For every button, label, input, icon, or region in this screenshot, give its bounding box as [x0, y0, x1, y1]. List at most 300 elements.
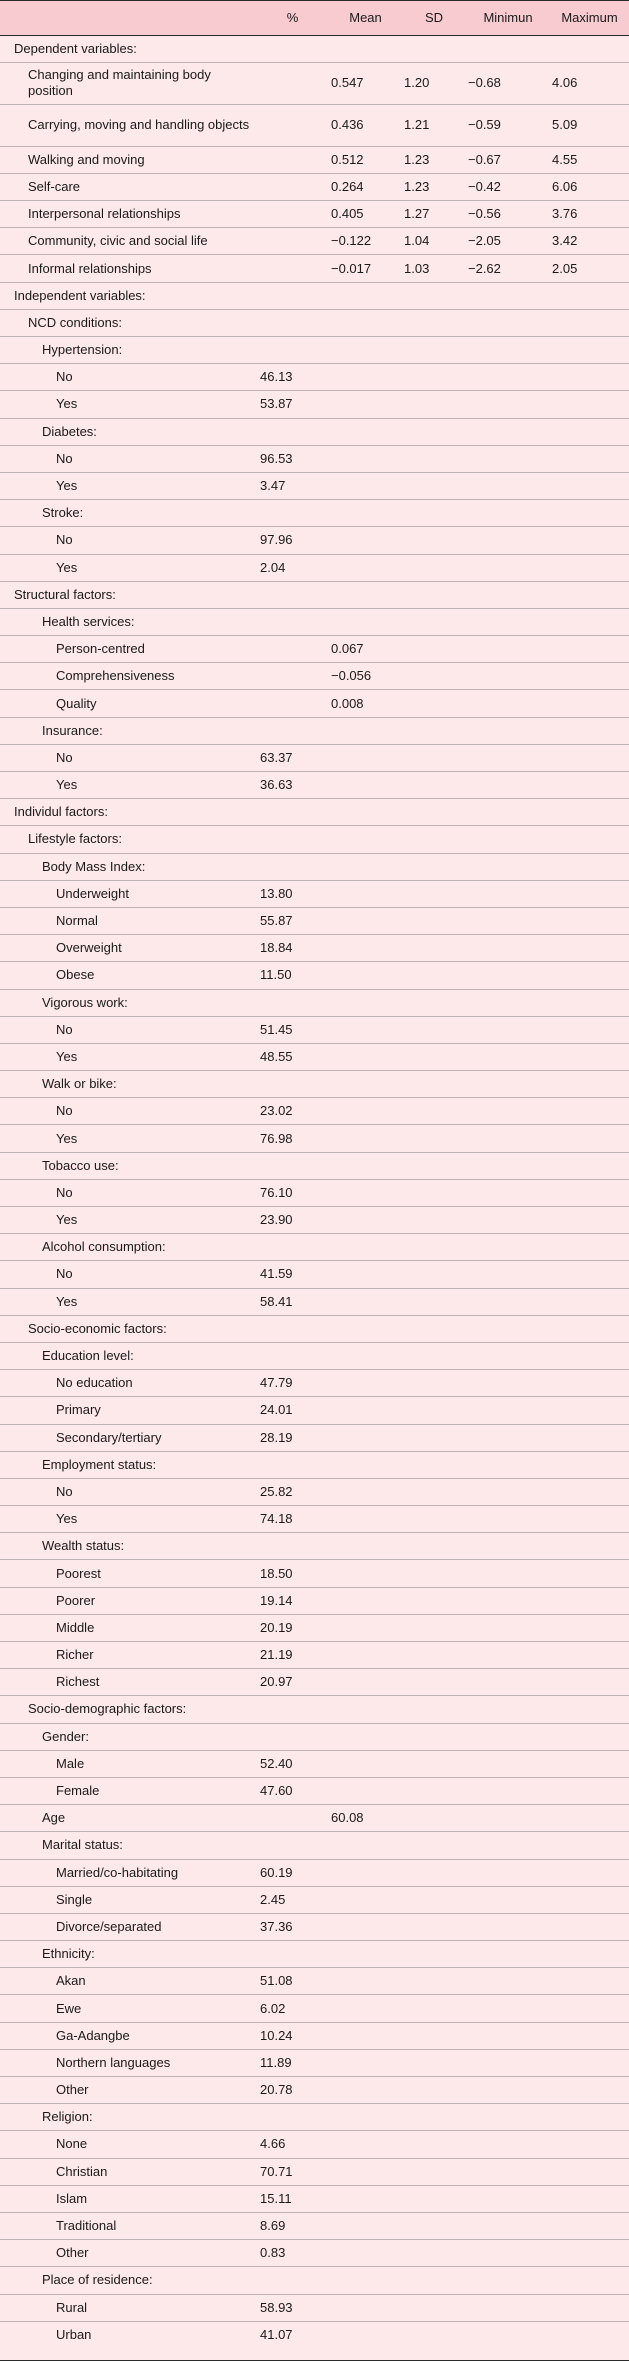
row-label: Northern languages	[56, 2054, 171, 2070]
cell-percent	[256, 282, 329, 309]
cell-percent: 21.19	[260, 1647, 293, 1663]
cell-minimum	[466, 35, 550, 62]
cell-minimum	[466, 1805, 550, 1832]
cell-minimum	[466, 1207, 550, 1234]
cell-mean	[329, 364, 402, 391]
cell-minimum	[466, 1886, 550, 1913]
cell-minimum	[466, 772, 550, 799]
cell-minimum	[466, 1533, 550, 1560]
table-row	[0, 1234, 629, 1261]
cell-percent: 0.83	[260, 2245, 286, 2261]
header-maximum: Maximum	[550, 1, 629, 35]
cell-percent: 11.50	[260, 967, 292, 983]
cell-mean	[329, 1315, 402, 1342]
cell-sd	[402, 2077, 466, 2104]
cell-mean	[329, 962, 402, 989]
cell-percent: 2.04	[260, 559, 286, 575]
cell-percent	[256, 1342, 329, 1369]
row-label: Education level:	[42, 1348, 134, 1364]
cell-maximum	[550, 1968, 629, 1995]
cell-sd	[402, 1315, 466, 1342]
table-row	[0, 201, 629, 228]
cell-sd	[402, 1913, 466, 1940]
cell-percent: 3.47	[260, 478, 286, 494]
cell-minimum	[466, 445, 550, 472]
cell-percent: 18.50	[260, 1565, 293, 1581]
cell-maximum	[550, 1832, 629, 1859]
cell-mean	[329, 1071, 402, 1098]
row-label: Yes	[56, 396, 78, 412]
table-row	[0, 1750, 629, 1777]
row-label: No	[56, 1184, 73, 1200]
cell-sd	[402, 1152, 466, 1179]
cell-sd	[402, 880, 466, 907]
row-label: Single	[56, 1891, 93, 1907]
cell-mean	[329, 1424, 402, 1451]
cell-percent: 19.14	[260, 1592, 293, 1608]
cell-maximum	[550, 309, 629, 336]
row-label: Wealth status:	[42, 1538, 125, 1554]
cell-minimum	[466, 1451, 550, 1478]
table-row	[0, 228, 629, 255]
cell-maximum	[550, 1207, 629, 1234]
cell-sd	[402, 744, 466, 771]
row-label: Yes	[56, 1511, 78, 1527]
cell-maximum	[550, 2077, 629, 2104]
cell-sd	[402, 1750, 466, 1777]
cell-sd	[402, 554, 466, 581]
cell-percent: 11.89	[260, 2054, 292, 2070]
cell-minimum	[466, 337, 550, 364]
cell-sd	[402, 962, 466, 989]
row-label: Underweight	[56, 885, 129, 901]
cell-percent: 37.36	[260, 1918, 293, 1934]
cell-mean	[329, 2104, 402, 2131]
cell-minimum	[466, 1125, 550, 1152]
cell-minimum	[466, 1016, 550, 1043]
cell-maximum: 3.42	[552, 233, 578, 249]
cell-percent: 6.02	[260, 2000, 286, 2016]
cell-mean: −0.017	[331, 260, 372, 276]
cell-sd	[402, 608, 466, 635]
cell-percent	[256, 255, 329, 282]
cell-mean	[329, 1506, 402, 1533]
cell-sd: 1.21	[404, 117, 430, 133]
row-label: No	[56, 369, 73, 385]
table-row	[0, 2185, 629, 2212]
cell-sd	[402, 1832, 466, 1859]
cell-maximum	[550, 1342, 629, 1369]
cell-percent	[256, 146, 329, 173]
cell-percent: 23.90	[260, 1212, 293, 1228]
table-row	[0, 799, 629, 826]
cell-mean	[329, 935, 402, 962]
cell-minimum	[466, 1152, 550, 1179]
cell-sd	[402, 445, 466, 472]
table-row	[0, 717, 629, 744]
cell-maximum	[550, 989, 629, 1016]
table-row	[0, 337, 629, 364]
cell-mean	[329, 907, 402, 934]
cell-percent: 76.98	[260, 1130, 293, 1146]
cell-maximum	[550, 1125, 629, 1152]
cell-sd	[402, 799, 466, 826]
table-row	[0, 2240, 629, 2267]
cell-sd	[402, 2104, 466, 2131]
row-label: Health services:	[42, 613, 135, 629]
cell-mean	[329, 1886, 402, 1913]
cell-sd	[402, 1723, 466, 1750]
table-row	[0, 1016, 629, 1043]
table-row	[0, 104, 629, 146]
cell-maximum	[550, 554, 629, 581]
table-row	[0, 1397, 629, 1424]
cell-mean	[329, 1016, 402, 1043]
cell-minimum	[466, 364, 550, 391]
row-label: Employment status:	[42, 1456, 157, 1472]
row-label: Richer	[56, 1647, 94, 1663]
header-mean: Mean	[329, 1, 402, 35]
cell-sd	[402, 500, 466, 527]
table-row	[0, 1805, 629, 1832]
row-label: Traditional	[56, 2218, 117, 2234]
cell-mean	[329, 1696, 402, 1723]
row-label: No	[56, 1103, 73, 1119]
table-row	[0, 2212, 629, 2239]
row-label: Religion:	[42, 2109, 93, 2125]
cell-sd	[402, 1424, 466, 1451]
cell-mean	[329, 282, 402, 309]
table-row	[0, 880, 629, 907]
cell-maximum	[550, 1506, 629, 1533]
cell-maximum	[550, 1777, 629, 1804]
cell-mean	[329, 1723, 402, 1750]
row-label: Yes	[56, 1293, 78, 1309]
cell-percent	[256, 1315, 329, 1342]
table-row	[0, 1642, 629, 1669]
cell-minimum	[466, 717, 550, 744]
row-label: Primary	[56, 1402, 101, 1418]
cell-minimum	[466, 1506, 550, 1533]
cell-minimum	[466, 1478, 550, 1505]
cell-sd	[402, 1234, 466, 1261]
table-row	[0, 636, 629, 663]
cell-maximum	[550, 418, 629, 445]
cell-minimum: −0.68	[468, 75, 501, 91]
cell-maximum	[550, 1886, 629, 1913]
table-row	[0, 2022, 629, 2049]
cell-minimum	[466, 1370, 550, 1397]
cell-mean: 0.436	[331, 117, 364, 133]
cell-percent	[256, 173, 329, 200]
cell-percent: 41.59	[260, 1266, 293, 1282]
cell-maximum	[550, 1669, 629, 1696]
cell-maximum	[550, 1288, 629, 1315]
cell-mean	[329, 554, 402, 581]
cell-maximum	[550, 1370, 629, 1397]
cell-percent	[256, 663, 329, 690]
cell-percent: 47.60	[260, 1783, 293, 1799]
table-row	[0, 2158, 629, 2185]
table-row	[0, 1587, 629, 1614]
cell-mean	[329, 2077, 402, 2104]
cell-sd	[402, 391, 466, 418]
table-row	[0, 418, 629, 445]
cell-maximum: 2.05	[552, 260, 578, 276]
cell-maximum	[550, 1533, 629, 1560]
cell-maximum	[550, 799, 629, 826]
table-row	[0, 907, 629, 934]
cell-minimum	[466, 1913, 550, 1940]
table-row	[0, 472, 629, 499]
cell-maximum: 4.55	[552, 151, 578, 167]
cell-minimum	[466, 636, 550, 663]
cell-mean	[329, 337, 402, 364]
cell-percent	[256, 309, 329, 336]
cell-maximum	[550, 608, 629, 635]
table-row	[0, 62, 629, 104]
cell-mean	[329, 744, 402, 771]
table-row	[0, 772, 629, 799]
cell-sd	[402, 1587, 466, 1614]
cell-maximum	[550, 1805, 629, 1832]
row-label: Place of residence:	[42, 2272, 153, 2288]
cell-mean	[329, 989, 402, 1016]
cell-maximum	[550, 826, 629, 853]
row-label: Normal	[56, 913, 98, 929]
table-row	[0, 1179, 629, 1206]
cell-sd	[402, 1179, 466, 1206]
cell-sd	[402, 1125, 466, 1152]
row-label: Vigorous work:	[42, 994, 128, 1010]
row-label: Age	[42, 1810, 66, 1826]
table-row	[0, 1777, 629, 1804]
row-label: Marital status:	[42, 1837, 123, 1853]
cell-mean	[329, 500, 402, 527]
cell-maximum	[550, 935, 629, 962]
cell-sd	[402, 1696, 466, 1723]
cell-sd	[402, 1805, 466, 1832]
cell-mean	[329, 1098, 402, 1125]
row-label: Self-care	[28, 178, 81, 194]
cell-minimum	[466, 2049, 550, 2076]
row-label: Obese	[56, 967, 95, 983]
row-label: Interpersonal relationships	[28, 206, 181, 222]
cell-minimum	[466, 962, 550, 989]
row-label: Islam	[56, 2190, 88, 2206]
cell-minimum: −0.42	[468, 178, 501, 194]
header-percent: %	[256, 1, 329, 35]
cell-mean	[329, 418, 402, 445]
cell-minimum	[466, 1995, 550, 2022]
table-row	[0, 2077, 629, 2104]
cell-minimum	[466, 690, 550, 717]
row-label: Poorest	[56, 1565, 101, 1581]
cell-sd	[402, 1560, 466, 1587]
cell-percent: 2.45	[260, 1891, 286, 1907]
cell-mean	[329, 1234, 402, 1261]
cell-percent	[256, 1696, 329, 1723]
cell-mean	[329, 2158, 402, 2185]
row-label: Other	[56, 2245, 89, 2261]
cell-mean	[329, 880, 402, 907]
table-row	[0, 1723, 629, 1750]
cell-sd	[402, 2022, 466, 2049]
cell-maximum	[550, 907, 629, 934]
cell-maximum	[550, 2267, 629, 2294]
cell-minimum	[466, 418, 550, 445]
cell-percent: 36.63	[260, 777, 293, 793]
cell-mean: 0.512	[331, 151, 364, 167]
cell-mean	[329, 2240, 402, 2267]
cell-maximum	[550, 1179, 629, 1206]
cell-maximum	[550, 1560, 629, 1587]
cell-percent	[256, 717, 329, 744]
cell-maximum	[550, 744, 629, 771]
cell-percent	[256, 35, 329, 62]
table-row	[0, 989, 629, 1016]
row-label: Male	[56, 1755, 85, 1771]
cell-minimum	[466, 1859, 550, 1886]
cell-minimum	[466, 826, 550, 853]
row-label: Informal relationships	[28, 260, 152, 276]
cell-minimum: −0.56	[468, 206, 501, 222]
table-row	[0, 1315, 629, 1342]
cell-minimum	[466, 608, 550, 635]
cell-maximum	[550, 1696, 629, 1723]
row-label: Hypertension:	[42, 342, 123, 358]
header-label	[0, 1, 256, 35]
cell-minimum	[466, 1560, 550, 1587]
cell-percent: 23.02	[260, 1103, 293, 1119]
table-row	[0, 1424, 629, 1451]
cell-percent	[256, 826, 329, 853]
cell-maximum	[550, 2240, 629, 2267]
cell-percent: 20.78	[260, 2082, 293, 2098]
cell-minimum	[466, 309, 550, 336]
cell-mean	[329, 2131, 402, 2158]
cell-maximum	[550, 1261, 629, 1288]
row-label: Tobacco use:	[42, 1157, 119, 1173]
cell-minimum	[466, 2185, 550, 2212]
cell-minimum	[466, 2240, 550, 2267]
row-label: NCD conditions:	[28, 314, 122, 330]
table-row	[0, 1859, 629, 1886]
cell-minimum	[466, 2158, 550, 2185]
cell-maximum	[550, 1723, 629, 1750]
cell-sd	[402, 1071, 466, 1098]
cell-mean	[329, 1478, 402, 1505]
cell-sd: 1.23	[404, 151, 430, 167]
cell-sd	[402, 282, 466, 309]
cell-percent: 70.71	[260, 2163, 293, 2179]
row-label: Dependent variables:	[14, 40, 137, 56]
row-label: Yes	[56, 478, 78, 494]
table-row	[0, 1560, 629, 1587]
cell-minimum	[466, 1968, 550, 1995]
cell-sd	[402, 826, 466, 853]
cell-maximum	[550, 1424, 629, 1451]
cell-percent: 55.87	[260, 913, 293, 929]
cell-maximum	[550, 472, 629, 499]
cell-sd	[402, 636, 466, 663]
row-label: Independent variables:	[14, 287, 146, 303]
cell-maximum	[550, 1315, 629, 1342]
cell-sd	[402, 2294, 466, 2321]
cell-mean	[329, 472, 402, 499]
cell-mean	[329, 2267, 402, 2294]
row-label: Overweight	[56, 940, 122, 956]
row-label: No	[56, 450, 73, 466]
cell-minimum	[466, 581, 550, 608]
cell-maximum	[550, 1859, 629, 1886]
cell-percent: 24.01	[260, 1402, 293, 1418]
row-label: Yes	[56, 1212, 78, 1228]
cell-maximum	[550, 1750, 629, 1777]
cell-sd	[402, 690, 466, 717]
cell-sd	[402, 989, 466, 1016]
cell-maximum	[550, 1071, 629, 1098]
cell-percent	[256, 2267, 329, 2294]
table-row	[0, 2321, 629, 2348]
cell-minimum	[466, 2104, 550, 2131]
table-row	[0, 1669, 629, 1696]
cell-maximum	[550, 2049, 629, 2076]
cell-mean: 0.008	[331, 695, 364, 711]
cell-mean	[329, 717, 402, 744]
cell-mean	[329, 1777, 402, 1804]
row-label: Rural	[56, 2299, 88, 2315]
row-label: No	[56, 1483, 73, 1499]
table-row	[0, 1478, 629, 1505]
cell-maximum	[550, 1642, 629, 1669]
cell-sd	[402, 35, 466, 62]
cell-mean	[329, 445, 402, 472]
row-label: No	[56, 1266, 73, 1282]
cell-minimum	[466, 1234, 550, 1261]
cell-maximum	[550, 636, 629, 663]
cell-percent	[256, 989, 329, 1016]
cell-maximum	[550, 1614, 629, 1641]
cell-minimum	[466, 853, 550, 880]
table-row	[0, 744, 629, 771]
cell-minimum	[466, 1424, 550, 1451]
cell-minimum	[466, 554, 550, 581]
cell-percent	[256, 1234, 329, 1261]
cell-sd	[402, 1859, 466, 1886]
cell-mean	[329, 2185, 402, 2212]
cell-percent	[256, 581, 329, 608]
cell-percent: 10.24	[260, 2027, 293, 2043]
cell-mean: 0.405	[331, 206, 364, 222]
table-row	[0, 1370, 629, 1397]
header-minimum: Minimun	[466, 1, 550, 35]
cell-percent	[256, 1723, 329, 1750]
cell-percent	[256, 500, 329, 527]
cell-maximum	[550, 1451, 629, 1478]
cell-sd	[402, 472, 466, 499]
cell-minimum	[466, 2267, 550, 2294]
cell-minimum	[466, 1723, 550, 1750]
cell-minimum	[466, 1614, 550, 1641]
header-row	[0, 1, 629, 35]
table-row	[0, 1832, 629, 1859]
row-label: Person-centred	[56, 641, 145, 657]
cell-sd: 1.20	[404, 75, 430, 91]
cell-mean	[329, 826, 402, 853]
row-label: Secondary/tertiary	[56, 1429, 162, 1445]
row-label: Akan	[56, 1973, 86, 1989]
